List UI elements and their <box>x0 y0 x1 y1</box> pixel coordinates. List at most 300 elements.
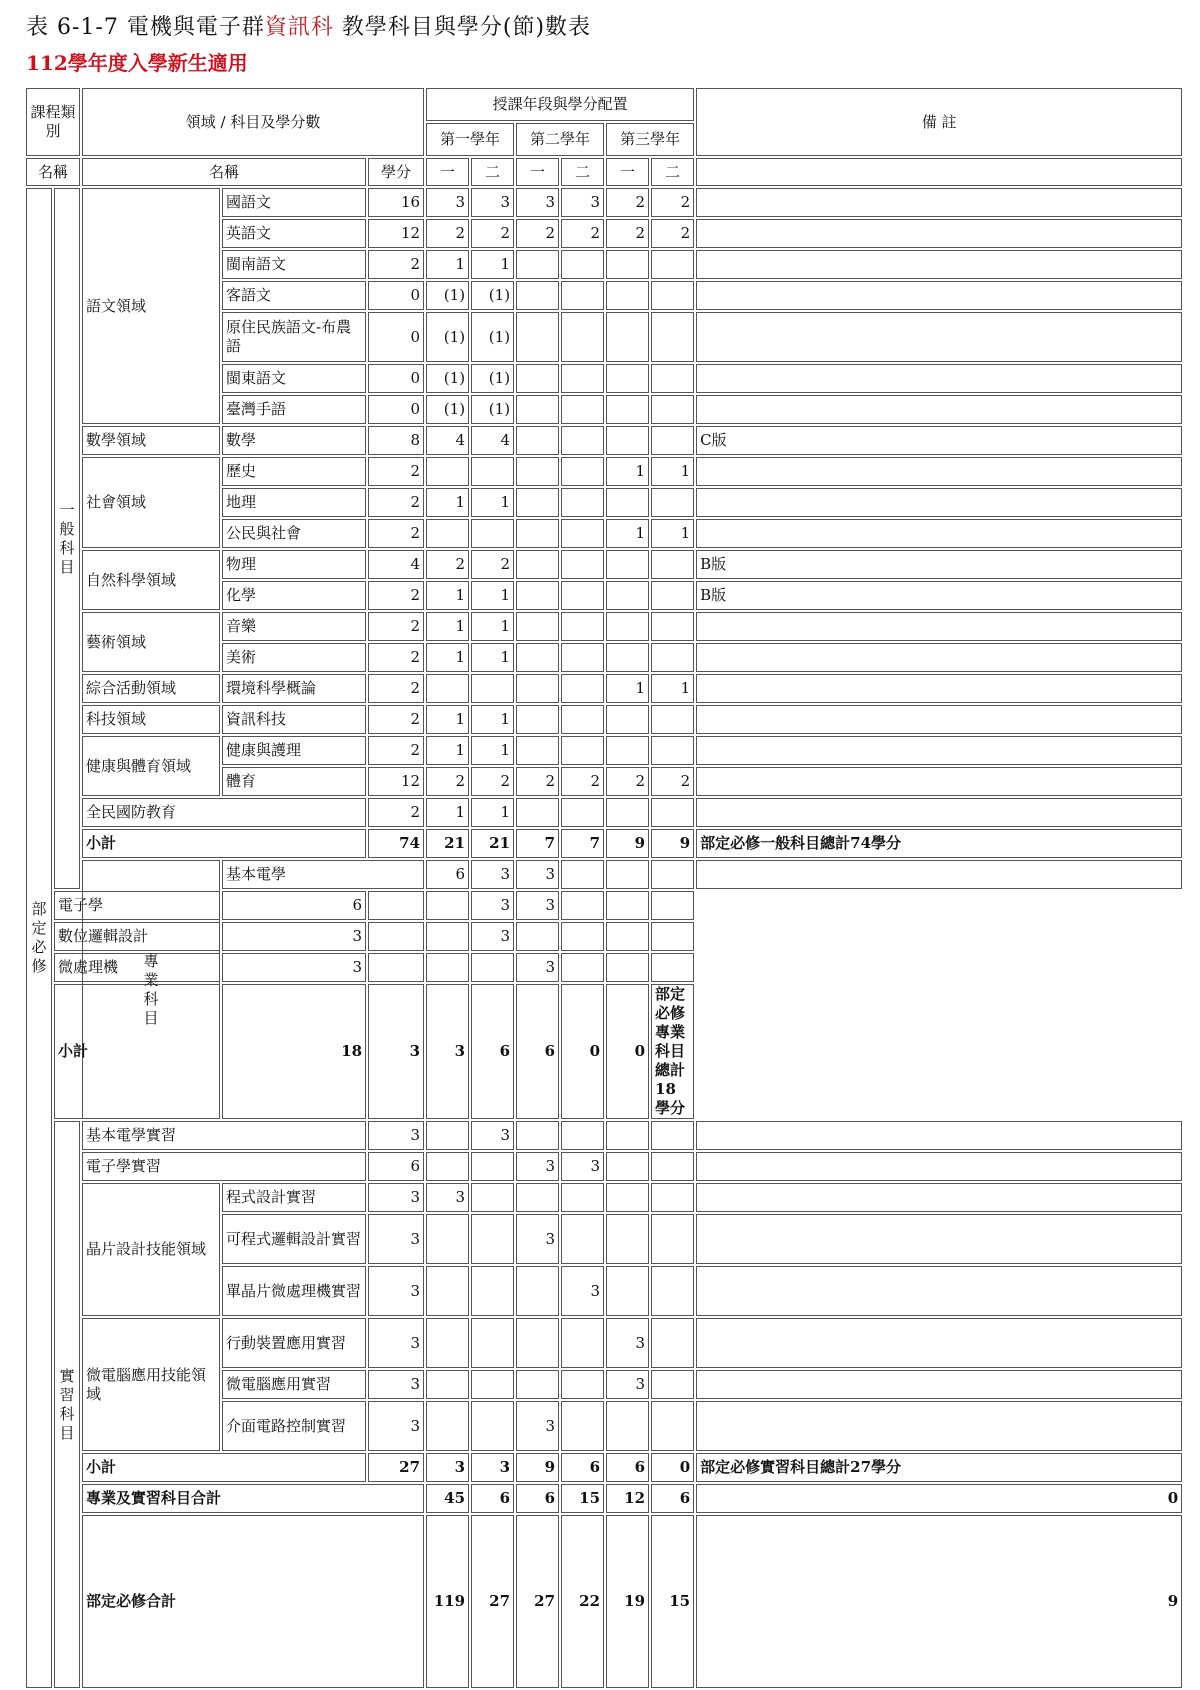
subject-name: 介面電路控制實習 <box>222 1401 366 1451</box>
credits-cell: 2 <box>368 457 424 486</box>
semester-credit-cell <box>606 250 649 279</box>
semester-credit-cell: 1 <box>471 705 514 734</box>
table-row <box>26 1152 1184 1181</box>
credits-cell: 6 <box>222 891 366 920</box>
semester-credit-cell <box>516 519 559 548</box>
remarks-cell <box>696 1318 1182 1368</box>
credits-cell: 45 <box>426 1484 469 1513</box>
semester-credit-cell <box>561 457 604 486</box>
semester-credit-cell: (1) <box>471 364 514 393</box>
header-row <box>26 88 1184 121</box>
semester-credit-cell: 3 <box>426 1183 469 1212</box>
semester-credit-cell: 1 <box>651 674 694 703</box>
semester-credit-cell: 1 <box>471 643 514 672</box>
remarks-cell <box>696 1370 1182 1399</box>
remarks-cell <box>696 281 1182 310</box>
semester-credit-cell: 3 <box>606 1370 649 1399</box>
semester-credit-cell: 4 <box>471 426 514 455</box>
table-row <box>26 457 1184 486</box>
remarks-cell <box>651 953 694 982</box>
semester-credit-cell <box>651 736 694 765</box>
semester-credit-cell: 4 <box>426 426 469 455</box>
semester-credit-cell: 2 <box>606 767 649 796</box>
credits-cell: 8 <box>368 426 424 455</box>
semester-credit-cell: 3 <box>471 188 514 217</box>
semester-credit-cell: 6 <box>516 1484 559 1513</box>
semester-credit-cell: 2 <box>516 767 559 796</box>
credits-cell: 3 <box>222 922 366 951</box>
semester-credit-cell <box>651 798 694 827</box>
table-row <box>26 984 1184 1119</box>
credits-cell: 2 <box>368 798 424 827</box>
semester-credit-cell <box>606 705 649 734</box>
remarks-cell <box>651 891 694 920</box>
domain-social: 社會領域 <box>82 457 220 548</box>
semester-credit-cell <box>561 281 604 310</box>
semester-credit-cell: 1 <box>426 705 469 734</box>
semester-credit-cell <box>368 891 424 920</box>
semester-credit-cell <box>516 312 559 362</box>
subject-name: 美術 <box>222 643 366 672</box>
semester-credit-cell: 2 <box>426 219 469 248</box>
semester-credit-cell <box>516 1318 559 1368</box>
semester-credit-cell <box>516 395 559 424</box>
semester-credit-cell <box>516 457 559 486</box>
remarks-cell: 部定必修一般科目總計74學分 <box>696 829 1182 858</box>
semester-credit-cell <box>516 550 559 579</box>
semester-credit-cell <box>561 860 604 889</box>
credits-cell: 0 <box>368 312 424 362</box>
header-semester: 一 <box>426 158 469 186</box>
semester-credit-cell: (1) <box>426 312 469 362</box>
remarks-cell <box>696 312 1182 362</box>
semester-credit-cell: 7 <box>516 829 559 858</box>
curriculum-table <box>24 86 1186 1690</box>
header-semester: 一 <box>516 158 559 186</box>
header-semester: 二 <box>561 158 604 186</box>
domain-language: 語文領域 <box>82 188 220 424</box>
credits-cell: 74 <box>368 829 424 858</box>
semester-credit-cell: 1 <box>471 798 514 827</box>
domain-technology: 科技領域 <box>82 705 220 734</box>
subject-name: 物理 <box>222 550 366 579</box>
credits-cell: 0 <box>368 395 424 424</box>
header-year3: 第三學年 <box>606 123 694 156</box>
semester-credit-cell <box>651 612 694 641</box>
semester-credit-cell: 2 <box>471 219 514 248</box>
header-allocation: 授課年段與學分配置 <box>426 88 694 121</box>
semester-credit-cell: 1 <box>426 798 469 827</box>
semester-credit-cell: 3 <box>561 1152 604 1181</box>
semester-credit-cell <box>516 643 559 672</box>
remarks-cell <box>696 798 1182 827</box>
table-row <box>26 612 1184 641</box>
semester-credit-cell <box>471 457 514 486</box>
semester-credit-cell <box>561 1214 604 1264</box>
semester-credit-cell <box>561 674 604 703</box>
semester-credit-cell <box>426 1214 469 1264</box>
semester-credit-cell <box>606 643 649 672</box>
table-row <box>26 1515 1184 1688</box>
semester-credit-cell <box>651 395 694 424</box>
semester-credit-cell: 6 <box>651 1484 694 1513</box>
semester-credit-cell: 7 <box>561 829 604 858</box>
semester-credit-cell <box>561 705 604 734</box>
semester-credit-cell <box>561 1401 604 1451</box>
semester-credit-cell: 6 <box>561 1453 604 1482</box>
table-row <box>26 736 1184 765</box>
remarks-cell <box>696 736 1182 765</box>
semester-credit-cell: 0 <box>561 984 604 1119</box>
semester-credit-cell: 22 <box>561 1515 604 1688</box>
semester-credit-cell <box>426 1152 469 1181</box>
credits-cell: 3 <box>368 1266 424 1316</box>
semester-credit-cell: 2 <box>606 188 649 217</box>
domain-math: 數學領域 <box>82 426 220 455</box>
credits-cell: 2 <box>368 250 424 279</box>
semester-credit-cell <box>606 395 649 424</box>
subject-name: 閩東語文 <box>222 364 366 393</box>
semester-credit-cell: 0 <box>606 984 649 1119</box>
semester-credit-cell <box>606 736 649 765</box>
credits-cell: 18 <box>222 984 366 1119</box>
subject-name: 臺灣手語 <box>222 395 366 424</box>
domain-micro: 微電腦應用技能領域 <box>82 1318 220 1451</box>
semester-credit-cell <box>471 1266 514 1316</box>
semester-credit-cell <box>516 1266 559 1316</box>
semester-credit-cell <box>426 891 469 920</box>
header-course-category: 課程類別 <box>26 88 80 156</box>
credits-cell: 119 <box>426 1515 469 1688</box>
semester-credit-cell <box>651 1152 694 1181</box>
semester-credit-cell: 6 <box>471 984 514 1119</box>
semester-credit-cell <box>368 953 424 982</box>
credits-cell: 2 <box>368 643 424 672</box>
subject-name: 環境科學概論 <box>222 674 366 703</box>
semester-credit-cell <box>651 281 694 310</box>
header-subject-name: 名稱 <box>82 158 366 186</box>
semester-credit-cell <box>651 643 694 672</box>
semester-credit-cell <box>516 250 559 279</box>
semester-credit-cell: 9 <box>516 1453 559 1482</box>
semester-credit-cell: 1 <box>426 488 469 517</box>
remarks-cell <box>696 488 1182 517</box>
credits-cell: 3 <box>368 1401 424 1451</box>
semester-credit-cell: 2 <box>606 219 649 248</box>
semester-credit-cell: 1 <box>426 581 469 610</box>
credits-cell: 3 <box>368 1318 424 1368</box>
credits-cell: 2 <box>368 581 424 610</box>
semester-credit-cell: 3 <box>426 984 469 1119</box>
domain-arts: 藝術領域 <box>82 612 220 672</box>
semester-credit-cell: 27 <box>516 1515 559 1688</box>
semester-credit-cell <box>426 1370 469 1399</box>
semester-credit-cell <box>561 364 604 393</box>
semester-credit-cell <box>651 426 694 455</box>
semester-credit-cell: 1 <box>651 519 694 548</box>
semester-credit-cell <box>426 922 469 951</box>
semester-credit-cell <box>606 1266 649 1316</box>
table-row <box>26 1121 1184 1150</box>
semester-credit-cell <box>606 550 649 579</box>
category-required: 部 定 必 修 <box>26 188 52 1688</box>
semester-credit-cell <box>606 1214 649 1264</box>
semester-credit-cell <box>651 250 694 279</box>
semester-credit-cell <box>651 488 694 517</box>
semester-credit-cell <box>651 581 694 610</box>
table-row <box>26 798 1184 827</box>
domain-science: 自然科學領域 <box>82 550 220 610</box>
credits-cell: 2 <box>368 612 424 641</box>
semester-credit-cell: 6 <box>606 1453 649 1482</box>
credits-cell: 12 <box>368 219 424 248</box>
credits-cell: 6 <box>368 1152 424 1181</box>
semester-credit-cell <box>606 1121 649 1150</box>
semester-credit-cell: 3 <box>368 984 424 1119</box>
semester-credit-cell: 3 <box>471 891 514 920</box>
credits-cell: 2 <box>368 705 424 734</box>
subject-name: 公民與社會 <box>222 519 366 548</box>
semester-credit-cell <box>561 426 604 455</box>
credits-cell: 0 <box>368 281 424 310</box>
subject-name: 健康與護理 <box>222 736 366 765</box>
header-remarks: 備 註 <box>696 88 1182 156</box>
semester-credit-cell: 2 <box>561 767 604 796</box>
semester-credit-cell <box>561 1183 604 1212</box>
table-row <box>26 1183 1184 1212</box>
semester-credit-cell: (1) <box>426 395 469 424</box>
subject-name: 行動裝置應用實習 <box>222 1318 366 1368</box>
semester-credit-cell <box>516 364 559 393</box>
credits-cell: 2 <box>368 674 424 703</box>
remarks-cell: 部定必修實習科目總計27學分 <box>696 1453 1182 1482</box>
subtotal-label: 小計 <box>82 829 366 858</box>
domain-integrative: 綜合活動領域 <box>82 674 220 703</box>
semester-credit-cell: 2 <box>651 767 694 796</box>
semester-credit-cell: 3 <box>471 922 514 951</box>
semester-credit-cell: 12 <box>606 1484 649 1513</box>
subject-name: 閩南語文 <box>222 250 366 279</box>
header-category-name: 名稱 <box>26 158 80 186</box>
subject-name: 英語文 <box>222 219 366 248</box>
semester-credit-cell: (1) <box>426 364 469 393</box>
semester-credit-cell <box>471 1401 514 1451</box>
semester-credit-cell <box>561 798 604 827</box>
semester-credit-cell <box>561 488 604 517</box>
table-row <box>26 550 1184 579</box>
department-name: 資訊科 <box>264 15 334 40</box>
credits-cell: 27 <box>368 1453 424 1482</box>
semester-credit-cell: 3 <box>471 1121 514 1150</box>
semester-credit-cell: 27 <box>471 1515 514 1688</box>
header-year2: 第二學年 <box>516 123 604 156</box>
remarks-cell <box>696 250 1182 279</box>
credits-cell: 12 <box>368 767 424 796</box>
table-title: 表 6-1-7 電機與電子群資訊科 教學科目與學分(節)數表 <box>26 15 592 40</box>
semester-credit-cell <box>426 1121 469 1150</box>
semester-credit-cell: 21 <box>426 829 469 858</box>
credits-cell: 4 <box>368 550 424 579</box>
semester-credit-cell <box>426 953 469 982</box>
credits-cell: 2 <box>368 519 424 548</box>
semester-credit-cell <box>606 798 649 827</box>
remarks-cell <box>696 219 1182 248</box>
semester-credit-cell <box>516 922 559 951</box>
table-row <box>26 705 1184 734</box>
semester-credit-cell: 1 <box>426 612 469 641</box>
semester-credit-cell <box>561 1318 604 1368</box>
semester-credit-cell <box>471 1183 514 1212</box>
semester-credit-cell: 2 <box>651 219 694 248</box>
semester-credit-cell: 2 <box>426 767 469 796</box>
remarks-cell <box>696 612 1182 641</box>
subject-name: 音樂 <box>222 612 366 641</box>
semester-credit-cell <box>651 1370 694 1399</box>
credits-cell: 0 <box>368 364 424 393</box>
table-row <box>26 891 1184 920</box>
total-label: 專業及實習科目合計 <box>82 1484 424 1513</box>
semester-credit-cell: 1 <box>426 736 469 765</box>
semester-credit-cell <box>426 674 469 703</box>
table-row <box>26 922 1184 951</box>
subject-name: 基本電學實習 <box>82 1121 366 1150</box>
semester-credit-cell <box>426 1266 469 1316</box>
category-professional: 專 業 科 目 <box>82 860 220 1119</box>
semester-credit-cell <box>561 550 604 579</box>
header-row <box>26 158 1184 186</box>
semester-credit-cell: 0 <box>651 1453 694 1482</box>
remarks-cell <box>696 1121 1182 1150</box>
remarks-cell <box>696 1266 1182 1316</box>
table-row <box>26 426 1184 455</box>
subject-name: 電子學 <box>54 891 220 920</box>
semester-credit-cell: 1 <box>606 674 649 703</box>
semester-credit-cell: 3 <box>516 188 559 217</box>
semester-credit-cell: 1 <box>426 643 469 672</box>
semester-credit-cell <box>651 1401 694 1451</box>
semester-credit-cell <box>561 643 604 672</box>
semester-credit-cell <box>651 364 694 393</box>
semester-credit-cell <box>516 1183 559 1212</box>
header-semester: 二 <box>651 158 694 186</box>
semester-credit-cell <box>561 581 604 610</box>
semester-credit-cell: 3 <box>516 953 559 982</box>
semester-credit-cell <box>606 312 649 362</box>
semester-credit-cell: 2 <box>471 550 514 579</box>
credits-cell: 3 <box>368 1183 424 1212</box>
semester-credit-cell: 19 <box>606 1515 649 1688</box>
semester-credit-cell <box>606 426 649 455</box>
semester-credit-cell <box>426 519 469 548</box>
semester-credit-cell: 1 <box>471 488 514 517</box>
semester-credit-cell <box>516 674 559 703</box>
semester-credit-cell <box>606 1401 649 1451</box>
remarks-cell <box>696 1183 1182 1212</box>
remarks-cell: 部定必修專業科目總計18學分 <box>651 984 694 1119</box>
semester-credit-cell <box>516 736 559 765</box>
credits-cell: 6 <box>426 860 469 889</box>
semester-credit-cell: 2 <box>426 550 469 579</box>
semester-credit-cell <box>426 1318 469 1368</box>
semester-credit-cell <box>606 281 649 310</box>
table-row <box>26 1484 1184 1513</box>
remarks-cell <box>696 705 1182 734</box>
remarks-cell: C版 <box>696 426 1182 455</box>
semester-credit-cell <box>471 674 514 703</box>
semester-credit-cell <box>651 312 694 362</box>
semester-credit-cell <box>651 550 694 579</box>
credits-cell: 3 <box>368 1370 424 1399</box>
semester-credit-cell: 1 <box>471 736 514 765</box>
subject-name: 單晶片微處理機實習 <box>222 1266 366 1316</box>
semester-credit-cell: 1 <box>471 612 514 641</box>
semester-credit-cell <box>606 1152 649 1181</box>
semester-credit-cell: 3 <box>516 1152 559 1181</box>
semester-credit-cell <box>516 1370 559 1399</box>
semester-credit-cell <box>561 922 604 951</box>
semester-credit-cell: 2 <box>471 767 514 796</box>
domain-chip: 晶片設計技能領域 <box>82 1183 220 1316</box>
semester-credit-cell: 1 <box>606 519 649 548</box>
semester-credit-cell <box>606 922 649 951</box>
table-row <box>26 1318 1184 1368</box>
semester-credit-cell <box>651 1214 694 1264</box>
semester-credit-cell <box>606 612 649 641</box>
semester-credit-cell <box>606 860 649 889</box>
category-general: 一 般 科 目 <box>54 188 80 889</box>
semester-credit-cell <box>561 312 604 362</box>
semester-credit-cell: 3 <box>516 891 559 920</box>
semester-credit-cell: 6 <box>471 1484 514 1513</box>
remarks-cell <box>696 188 1182 217</box>
subject-name: 程式設計實習 <box>222 1183 366 1212</box>
remarks-cell <box>696 643 1182 672</box>
table-subtitle: 112學年度入學新生適用 <box>26 51 248 75</box>
semester-credit-cell <box>606 488 649 517</box>
table-row <box>26 674 1184 703</box>
header-semester: 二 <box>471 158 514 186</box>
credits-cell: 16 <box>368 188 424 217</box>
semester-credit-cell <box>651 1266 694 1316</box>
subject-name: 數學 <box>222 426 366 455</box>
semester-credit-cell <box>561 395 604 424</box>
semester-credit-cell <box>426 457 469 486</box>
semester-credit-cell: 3 <box>516 1401 559 1451</box>
subject-name: 體育 <box>222 767 366 796</box>
credits-cell: 3 <box>368 1214 424 1264</box>
semester-credit-cell: 3 <box>561 1266 604 1316</box>
semester-credit-cell: 3 <box>516 1214 559 1264</box>
semester-credit-cell <box>606 1183 649 1212</box>
subject-name: 原住民族語文-布農語 <box>222 312 366 362</box>
subject-name: 資訊科技 <box>222 705 366 734</box>
semester-credit-cell: 3 <box>606 1318 649 1368</box>
subject-name: 微電腦應用實習 <box>222 1370 366 1399</box>
subtotal-label: 小計 <box>82 1453 366 1482</box>
semester-credit-cell <box>561 612 604 641</box>
semester-credit-cell <box>561 736 604 765</box>
semester-credit-cell <box>516 581 559 610</box>
semester-credit-cell <box>561 953 604 982</box>
semester-credit-cell: 21 <box>471 829 514 858</box>
remarks-cell <box>696 1214 1182 1264</box>
semester-credit-cell: 0 <box>696 1484 1182 1513</box>
table-row <box>26 188 1184 217</box>
subject-name: 化學 <box>222 581 366 610</box>
semester-credit-cell: (1) <box>471 312 514 362</box>
semester-credit-cell: 1 <box>606 457 649 486</box>
header-credits: 學分 <box>368 158 424 186</box>
